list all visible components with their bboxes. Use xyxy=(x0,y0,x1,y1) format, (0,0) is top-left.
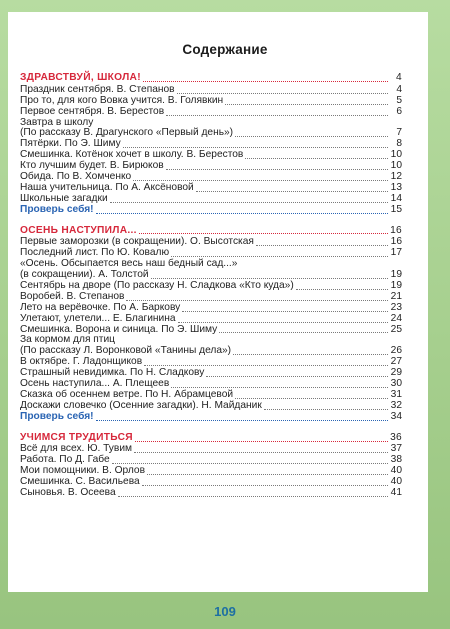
entry-page-number: 16 xyxy=(390,224,402,236)
entry-title: Проверь себя! xyxy=(20,410,94,422)
entry-title: В октябре. Г. Ладонщиков xyxy=(20,356,143,368)
entry-title: Проверь себя! xyxy=(20,203,94,215)
entry-title: (По рассказу В. Драгунского «Первый день») xyxy=(20,127,234,139)
dot-leader xyxy=(235,391,388,399)
dot-leader xyxy=(143,74,388,82)
entry-title: ЗДРАВСТВУЙ, ШКОЛА! xyxy=(20,71,141,83)
dot-leader xyxy=(196,184,388,192)
entry-title: УЧИМСЯ ТРУДИТЬСЯ xyxy=(20,431,133,443)
entry-page-number: 23 xyxy=(390,301,402,313)
entry-page-number: 10 xyxy=(390,149,402,161)
entry-page-number: 37 xyxy=(390,443,402,455)
dot-leader xyxy=(178,315,388,323)
dot-leader xyxy=(139,226,388,234)
dot-leader xyxy=(166,162,388,170)
entry-page-number: 24 xyxy=(390,312,402,324)
entry-page-number: 40 xyxy=(390,465,402,477)
entry-title: Лето на верёвочке. По А. Баркову xyxy=(20,301,181,313)
entry-title: Завтра в школу xyxy=(20,116,94,128)
dot-leader xyxy=(144,358,388,366)
dot-leader xyxy=(182,304,388,312)
section-heading xyxy=(20,226,402,237)
dot-leader xyxy=(225,97,388,105)
entry-title: Сыновья. В. Осеева xyxy=(20,487,116,499)
dot-leader xyxy=(206,369,388,377)
self-check-entry xyxy=(20,205,402,216)
entry-title: Улетают, улетели... Е. Благинина xyxy=(20,312,176,324)
entry-page-number: 4 xyxy=(396,83,402,95)
dot-leader xyxy=(219,325,388,333)
entry-page-number: 19 xyxy=(390,280,402,292)
entry-title: Смешинка. Ворона и синица. По Э. Шиму xyxy=(20,323,218,335)
entry-page-number: 13 xyxy=(390,181,402,193)
entry-page-number: 29 xyxy=(390,367,402,379)
entry-page-number: 14 xyxy=(390,192,402,204)
entry-title: Наша учительница. По А. Аксёновой xyxy=(20,181,194,193)
entry-title: Всё для всех. Ю. Тувим xyxy=(20,443,133,455)
table-of-contents xyxy=(20,73,402,509)
entry-page-number: 31 xyxy=(390,388,402,400)
entry-title: Осень наступила... А. Плещеев xyxy=(20,378,170,390)
entry-title: Школьные загадки xyxy=(20,192,108,204)
entry-title: Работа. По Д. Габе xyxy=(20,454,110,466)
toc-entry xyxy=(20,107,402,118)
entry-title: Мои помощники. В. Орлов xyxy=(20,465,145,477)
entry-page-number: 38 xyxy=(390,454,402,466)
entry-title: Страшный невидимка. По Н. Сладкову xyxy=(20,367,205,379)
entry-title: Сказка об осеннем ветре. По Н. Абрамцевой xyxy=(20,388,234,400)
entry-page-number: 12 xyxy=(390,171,402,182)
entry-page-number: 36 xyxy=(390,431,402,443)
entry-title: Первые заморозки (в сокращении). О. Высотская xyxy=(20,236,254,248)
dot-leader xyxy=(110,195,388,203)
entry-page-number: 40 xyxy=(390,476,402,488)
dot-leader xyxy=(171,249,388,257)
entry-title: Кто лучшим будет. В. Бирюков xyxy=(20,160,164,172)
entry-page-number: 30 xyxy=(390,378,402,390)
entry-title: Смешинка. Котёнок хочет в школу. В. Берестов xyxy=(20,149,244,161)
entry-page-number: 5 xyxy=(396,94,402,106)
entry-page-number: 41 xyxy=(390,487,402,499)
entry-title: Сентябрь на дворе (По рассказу Н. Сладкова «Кто куда») xyxy=(20,280,294,292)
dot-leader xyxy=(135,434,388,442)
dot-leader xyxy=(112,456,388,464)
entry-page-number: 19 xyxy=(390,269,402,281)
entry-page-number: 16 xyxy=(390,236,402,248)
entry-title: ОСЕНЬ НАСТУПИЛА... xyxy=(20,224,137,236)
section-heading xyxy=(20,433,402,444)
entry-title: Последний лист. По Ю. Ковалю xyxy=(20,247,170,259)
section-heading xyxy=(20,73,402,84)
page-number: 109 xyxy=(214,604,236,619)
page-title: Содержание xyxy=(182,42,268,57)
entry-title: Смешинка. С. Васильева xyxy=(20,476,140,488)
entry-page-number: 21 xyxy=(390,290,402,302)
dot-leader xyxy=(147,467,388,475)
entry-page-number: 26 xyxy=(390,345,402,357)
entry-title: (в сокращении). А. Толстой xyxy=(20,269,149,281)
entry-title: Доскажи словечко (Осенние загадки). Н. Майданик xyxy=(20,399,262,411)
self-check-entry xyxy=(20,412,402,423)
entry-page-number: 32 xyxy=(390,399,402,411)
dot-leader xyxy=(177,86,388,94)
entry-title: Пятёрки. По Э. Шиму xyxy=(20,138,121,150)
entry-title: Первое сентября. В. Берестов xyxy=(20,105,165,117)
entry-page-number: 4 xyxy=(396,71,402,83)
entry-title: Праздник сентября. В. Степанов xyxy=(20,83,175,95)
dot-leader xyxy=(96,413,388,421)
dot-leader xyxy=(235,129,388,137)
toc-entry xyxy=(20,314,402,325)
entry-page-number: 6 xyxy=(396,105,402,117)
toc-section xyxy=(20,73,402,216)
entry-page-number: 27 xyxy=(390,356,402,368)
dot-leader xyxy=(245,151,388,159)
dot-leader xyxy=(171,380,388,388)
dot-leader xyxy=(123,140,388,148)
toc-section xyxy=(20,226,402,423)
entry-page-number: 15 xyxy=(390,203,402,215)
dot-leader xyxy=(96,206,388,214)
dot-leader xyxy=(256,238,388,246)
toc-section xyxy=(20,433,402,499)
dot-leader xyxy=(151,271,388,279)
entry-title: Про то, для кого Вовка учится. В. Голявкин xyxy=(20,94,224,106)
dot-leader xyxy=(166,108,388,116)
entry-title: (По рассказу Л. Воронковой «Танины дела») xyxy=(20,345,232,357)
dot-leader xyxy=(233,347,388,355)
entry-title: «Осень. Обсыпается весь наш бедный сад...» xyxy=(20,258,238,270)
dot-leader xyxy=(142,478,388,486)
dot-leader xyxy=(264,402,388,410)
entry-page-number: 34 xyxy=(390,410,402,422)
entry-title: Воробей. В. Степанов xyxy=(20,290,125,302)
entry-page-number: 25 xyxy=(390,323,402,335)
entry-page-number: 8 xyxy=(396,138,402,150)
entry-page-number: 10 xyxy=(390,160,402,172)
entry-page-number: 7 xyxy=(396,127,402,139)
entry-page-number: 17 xyxy=(390,247,402,259)
dot-leader xyxy=(296,282,388,290)
dot-leader xyxy=(134,445,388,453)
entry-title: Обида. По В. Хомченко xyxy=(20,171,132,182)
dot-leader xyxy=(118,489,388,497)
entry-title: За кормом для птиц xyxy=(20,334,116,346)
toc-entry xyxy=(20,488,402,499)
dot-leader xyxy=(126,293,388,301)
dot-leader xyxy=(133,173,388,181)
